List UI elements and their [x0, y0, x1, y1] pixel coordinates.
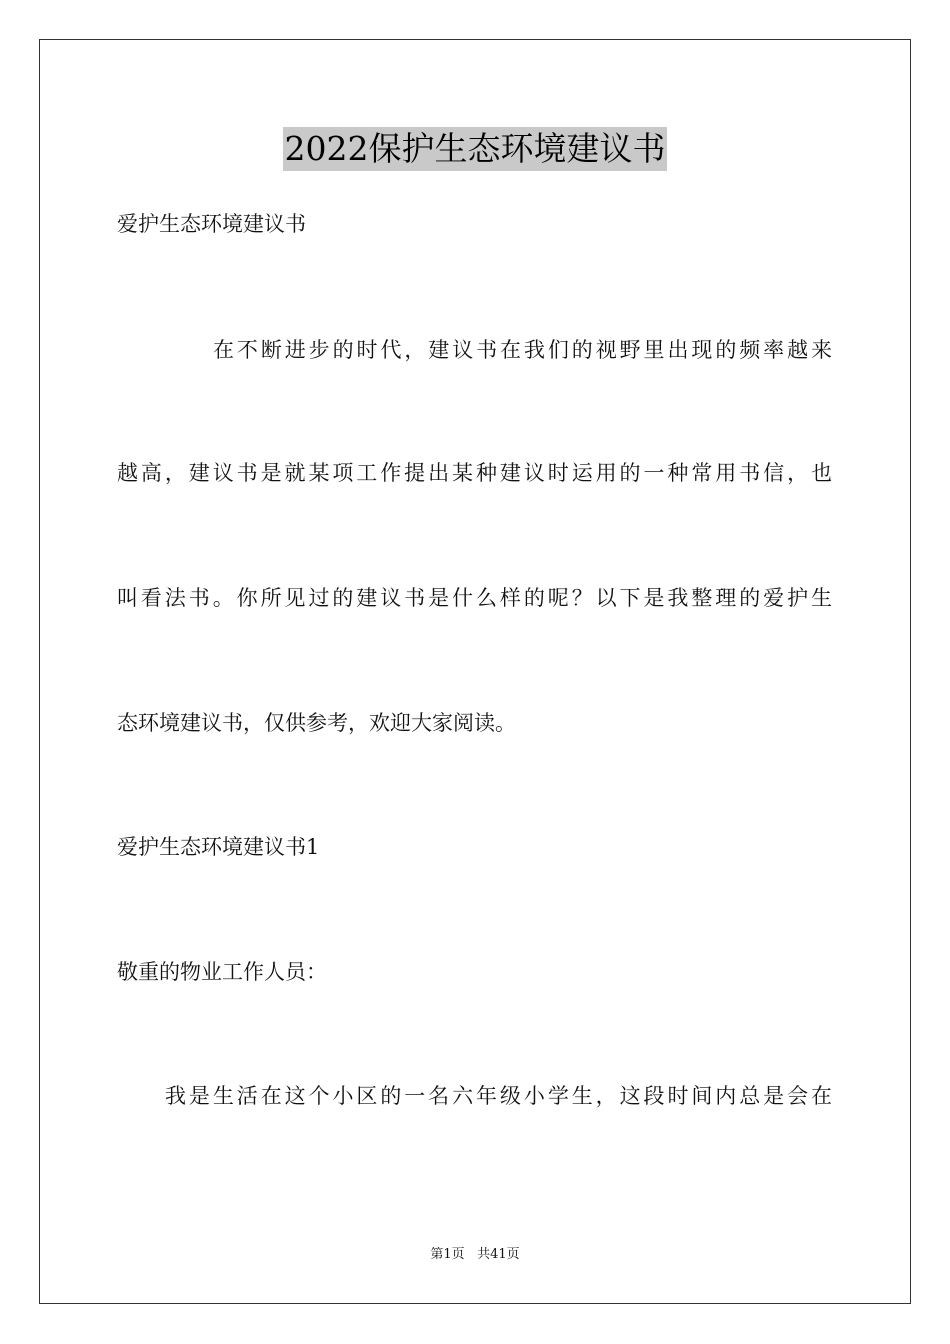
intro-line-1: 在不断进步的时代，建议书在我们的视野里出现的频率越来	[213, 338, 832, 362]
body-line-1: 我是生活在这个小区的一名六年级小学生，这段时间内总是会在	[165, 1084, 832, 1108]
subtitle: 爱护生态环境建议书	[117, 212, 306, 236]
page-footer	[0, 1246, 950, 1264]
document-title: 2022保护生态环境建议书	[283, 127, 668, 171]
section-heading: 爱护生态环境建议书1	[117, 835, 320, 859]
intro-line-3: 叫看法书。你所见过的建议书是什么样的呢？以下是我整理的爱护生	[117, 586, 832, 610]
salutation: 敬重的物业工作人员：	[117, 960, 327, 984]
title-container	[0, 127, 950, 171]
intro-line-4: 态环境建议书，仅供参考，欢迎大家阅读。	[117, 711, 516, 735]
intro-line-2: 越高，建议书是就某项工作提出某种建议时运用的一种常用书信，也	[117, 461, 832, 485]
total-pages: 共41页	[477, 1247, 520, 1262]
page-number: 第1页	[430, 1247, 465, 1262]
